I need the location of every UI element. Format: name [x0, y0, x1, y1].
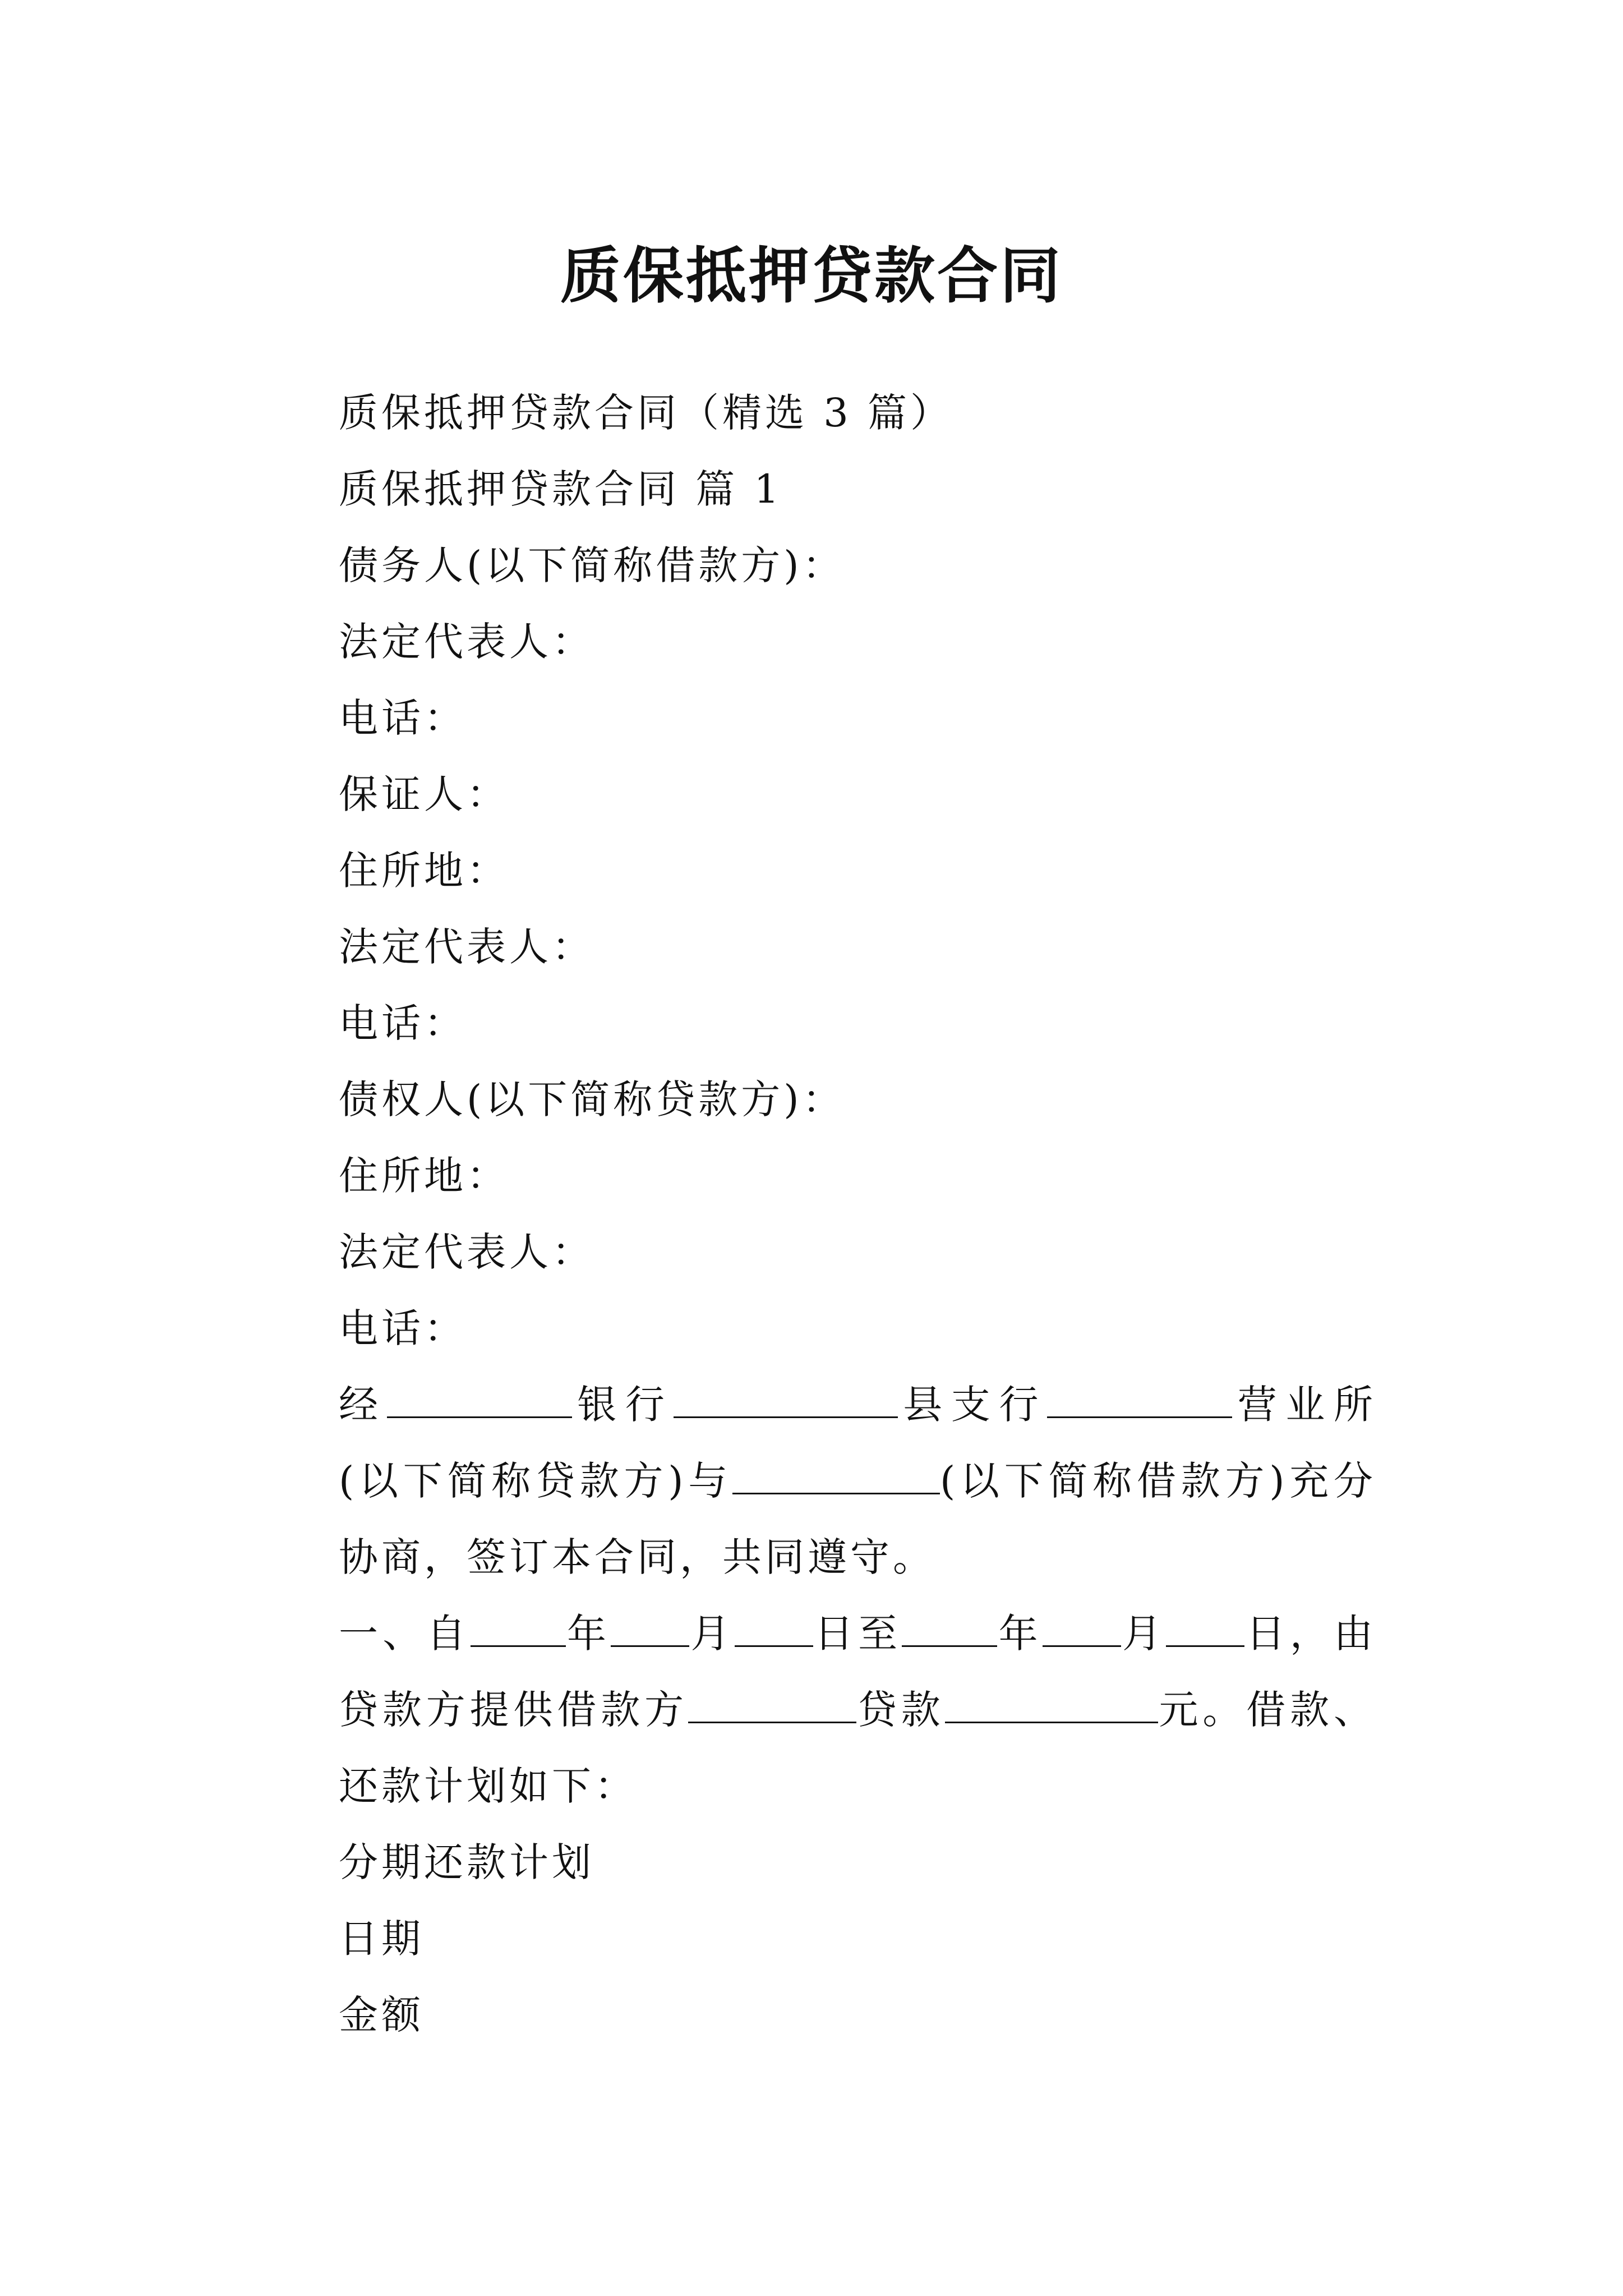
- blank-line: [1047, 1377, 1232, 1418]
- clause-one-paragraph: [251, 1595, 1376, 1824]
- blank-line: [387, 1377, 572, 1418]
- clause-one-text: 月: [689, 1611, 735, 1657]
- party-line-creditor: 债权人(以下简称贷款方)：: [339, 1076, 845, 1122]
- party-line-phone: 电话：: [339, 1305, 467, 1351]
- blank-line: [611, 1606, 689, 1647]
- schedule-heading: 分期还款计划: [339, 1839, 594, 1885]
- clause-one-text: 年: [565, 1611, 611, 1657]
- party-line-address: 住所地：: [339, 1153, 509, 1199]
- clause-one-text: 月: [1121, 1611, 1166, 1657]
- party-line-address: 住所地：: [339, 848, 509, 894]
- clause-intro-paragraph: [251, 1366, 1376, 1595]
- party-line-legal-rep: 法定代表人：: [339, 924, 594, 970]
- section-heading: 质保抵押贷款合同 篇 1: [339, 466, 783, 512]
- party-line-legal-rep: 法定代表人：: [339, 619, 594, 665]
- blank-line: [735, 1606, 813, 1647]
- blank-line: [1043, 1606, 1121, 1647]
- blank-line: [945, 1682, 1158, 1723]
- clause-intro-text: (以下简称借款方)充分协商，签订本合同，共同遵守。: [339, 1458, 1376, 1580]
- clause-intro-text: 营业所(以下简称贷款方)与: [339, 1382, 1377, 1504]
- clause-one-text: 一、自: [339, 1611, 471, 1657]
- party-line-phone: 电话：: [339, 1000, 467, 1046]
- blank-line: [688, 1682, 856, 1723]
- clause-one-text: 日，由贷款方提供借款方: [339, 1611, 1377, 1733]
- schedule-col-amount: 金额: [339, 1992, 424, 2038]
- party-line-phone: 电话：: [339, 695, 467, 741]
- party-line-guarantor: 保证人：: [339, 771, 509, 817]
- document-body: [251, 375, 1376, 2053]
- clause-intro-text: 银行: [571, 1382, 674, 1428]
- schedule-col-date: 日期: [339, 1916, 424, 1962]
- blank-line: [902, 1606, 997, 1647]
- blank-line: [674, 1377, 898, 1418]
- clause-one-text: 贷款: [856, 1687, 945, 1733]
- party-line-debtor: 债务人(以下简称借款方)：: [339, 542, 845, 588]
- party-line-legal-rep: 法定代表人：: [339, 1229, 594, 1275]
- clause-intro-text: 经: [339, 1382, 387, 1428]
- blank-line: [471, 1606, 566, 1647]
- document-title: 质保抵押贷款合同: [560, 241, 1063, 312]
- blank-line: [732, 1453, 940, 1494]
- clause-one-text: 日至: [813, 1611, 902, 1657]
- clause-one-text: 年: [997, 1611, 1043, 1657]
- clause-intro-text: 县支行: [897, 1382, 1048, 1428]
- blank-line: [1166, 1606, 1244, 1647]
- clause-one-text: 元。借款、还款计划如下：: [339, 1687, 1376, 1809]
- subtitle: 质保抵押贷款合同（精选 3 篇）: [339, 390, 953, 436]
